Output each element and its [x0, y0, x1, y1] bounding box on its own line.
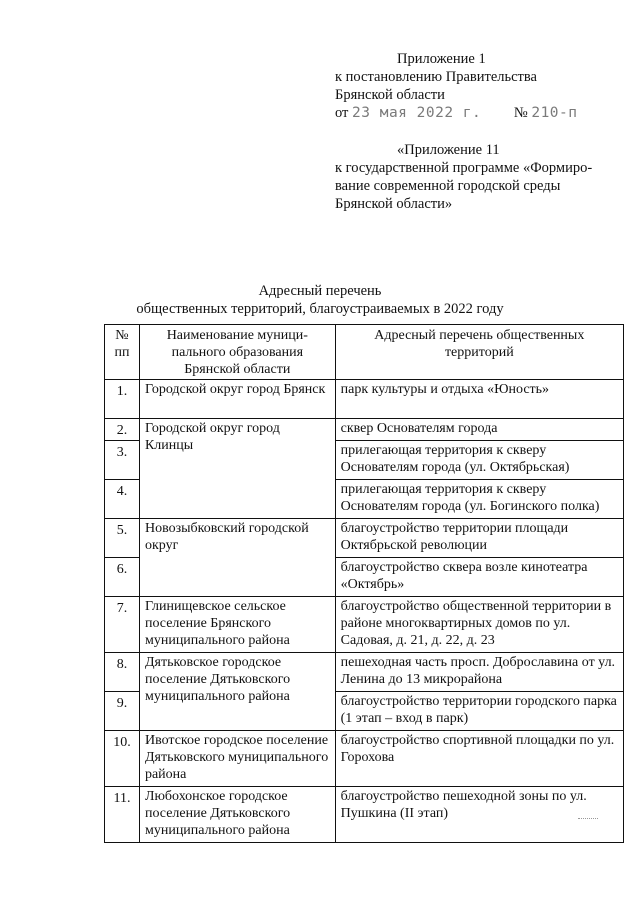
row-municipality: Дятьковское городское поселение Дятьковского муниципального района: [139, 653, 335, 731]
row-municipality: Любохонское городское поселение Дятьковского муниципального района: [139, 787, 335, 843]
scan-artifact: [578, 818, 598, 820]
number-prefix: №: [513, 105, 528, 121]
table-row: [105, 653, 624, 692]
row-address: парк культуры и отдыха «Юность»: [335, 380, 623, 419]
date-number-line: [335, 104, 592, 122]
header-addresses: Адресный перечень общественных территорий: [335, 325, 623, 380]
row-municipality: Глинищевское сельское поселение Брянского муниципального района: [139, 597, 335, 653]
territories-table: [104, 324, 624, 843]
program-line-2: вание современной городской среды: [335, 178, 561, 194]
table-header-row: [105, 325, 624, 380]
region-line: Брянской области: [335, 87, 445, 103]
row-num: 7.: [105, 597, 140, 653]
row-address: благоустройство спортивной площадки по ул. Горохова: [335, 731, 623, 787]
appendix-header: [335, 50, 592, 213]
program-line-1: к государственной программе «Формиро-: [335, 160, 593, 176]
header-num: № пп: [105, 325, 140, 380]
row-address: сквер Основателям города: [335, 419, 623, 441]
row-address: прилегающая территория к скверу Основателям города (ул. Октябрьская): [335, 441, 623, 480]
header-municipality: Наименование муници-пального образования Брянской области: [139, 325, 335, 380]
table-row: [105, 380, 624, 419]
row-num: 8.: [105, 653, 140, 692]
table-row: [105, 597, 624, 653]
row-num: 4.: [105, 480, 140, 519]
program-appendix-label: «Приложение 11: [397, 142, 500, 158]
appendix-label: Приложение 1: [397, 51, 486, 67]
row-num: 10.: [105, 731, 140, 787]
row-address: благоустройство территории городского парка (1 этап – вход в парк): [335, 692, 623, 731]
row-num: 5.: [105, 519, 140, 558]
resolution-line: к постановлению Правительства: [335, 69, 537, 85]
table-row: [105, 519, 624, 558]
date-value: 23 мая 2022 г.: [352, 105, 482, 121]
document-title: [0, 282, 640, 318]
date-prefix: от: [335, 105, 349, 121]
row-num: 6.: [105, 558, 140, 597]
row-municipality: Новозыбковский городской округ: [139, 519, 335, 597]
row-num: 1.: [105, 380, 140, 419]
row-num: 2.: [105, 419, 140, 441]
row-address: прилегающая территория к скверу Основателям города (ул. Богинского полка): [335, 480, 623, 519]
table-row: [105, 419, 624, 441]
table-row: [105, 787, 624, 843]
row-address: благоустройство сквера возле кинотеатра «Октябрь»: [335, 558, 623, 597]
row-address: благоустройство территории площади Октябрьской революции: [335, 519, 623, 558]
row-address: благоустройство общественной территории в районе многоквартирных домов по ул. Садовая, д. 21, д. 22, д. 23: [335, 597, 623, 653]
row-num: 3.: [105, 441, 140, 480]
row-municipality: Городской округ город Клинцы: [139, 419, 335, 519]
row-municipality: Городской округ город Брянск: [139, 380, 335, 419]
row-num: 11.: [105, 787, 140, 843]
table-row: [105, 731, 624, 787]
row-address: благоустройство пешеходной зоны по ул. Пушкина (II этап): [335, 787, 623, 843]
number-value: 210-п: [531, 105, 578, 121]
title-line-2: общественных территорий, благоустраиваемых в 2022 году: [136, 301, 504, 317]
title-line-1: Адресный перечень: [258, 283, 382, 299]
program-line-3: Брянской области»: [335, 196, 453, 212]
row-num: 9.: [105, 692, 140, 731]
row-municipality: Ивотское городское поселение Дятьковского муниципального района: [139, 731, 335, 787]
row-address: пешеходная часть просп. Доброславина от ул. Ленина до 13 микрорайона: [335, 653, 623, 692]
